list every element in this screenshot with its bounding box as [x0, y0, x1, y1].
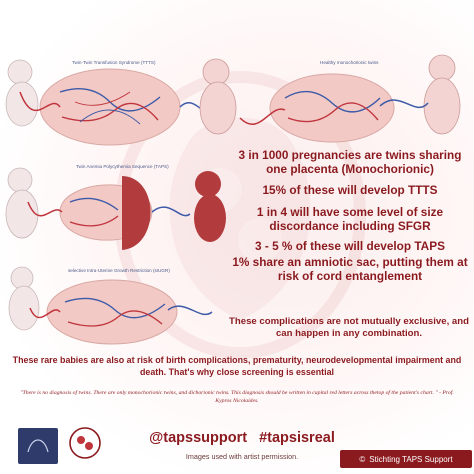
social-handles	[112, 430, 372, 446]
placenta-icon	[40, 69, 180, 145]
fetus-icon	[194, 171, 226, 242]
caption-taps: Twin Anemia Polycythemia Sequence (TAPS)	[76, 164, 169, 169]
stat-monochorionic: 3 in 1000 pregnancies are twins sharing one placenta (Monochorionic)	[238, 148, 462, 176]
stat-size-discordance: 1 in 4 will have some level of size discordance including SFGR	[256, 205, 444, 233]
notice-text: These complications are not mutually exclusive, and can happen in any combination.	[229, 316, 469, 339]
stat-ttts: 15% of these will develop TTTS	[262, 183, 438, 197]
sfgr-illustration	[0, 262, 228, 352]
fetus-icon	[424, 55, 460, 134]
caption-sfgr: selective Intra-Uterine Growth Restriction (sIUGR)	[68, 268, 170, 273]
taps-logo	[68, 426, 102, 460]
risk-text: These rare babies are also at risk of birth complications, prematurity, neurodevelopmental impairment and death. That's why close screening is essential	[12, 355, 462, 377]
fetus-icon	[200, 59, 236, 134]
fetus-icon	[6, 60, 38, 126]
permission-text: Images used with artist permission.	[185, 452, 299, 461]
support-logo	[18, 428, 58, 464]
stat-shared-sac: 1% share an amniotic sac, putting them at risk of cord entanglement	[232, 255, 468, 283]
caption-healthy: Healthy monochorionic twins	[320, 60, 379, 65]
placenta-icon	[47, 280, 177, 344]
placenta-icon	[270, 74, 394, 142]
twitter-handle[interactable]: @tapssupport	[149, 430, 248, 446]
fetus-icon	[6, 168, 38, 238]
hashtag[interactable]: #tapsisreal	[259, 430, 335, 446]
badge-label: Stichting TAPS Support	[369, 454, 453, 464]
fetus-icon	[9, 267, 39, 330]
copyright-badge	[340, 450, 472, 468]
stats-list	[228, 148, 472, 283]
copyright-icon: ©	[359, 454, 366, 464]
quote-text: "There is no diagnosis of twins. There are only monochorionic twins, and dichorionic twins. This diagnosis should be written in capital red letters across thetop of the patient's chart. " - Prof. Kypros Nicolaides.	[20, 390, 454, 404]
stat-taps: 3 - 5 % of these will develop TAPS	[255, 239, 445, 253]
caption-ttts: Twin-Twin Transfusion Syndrome (TTTS)	[72, 60, 156, 65]
